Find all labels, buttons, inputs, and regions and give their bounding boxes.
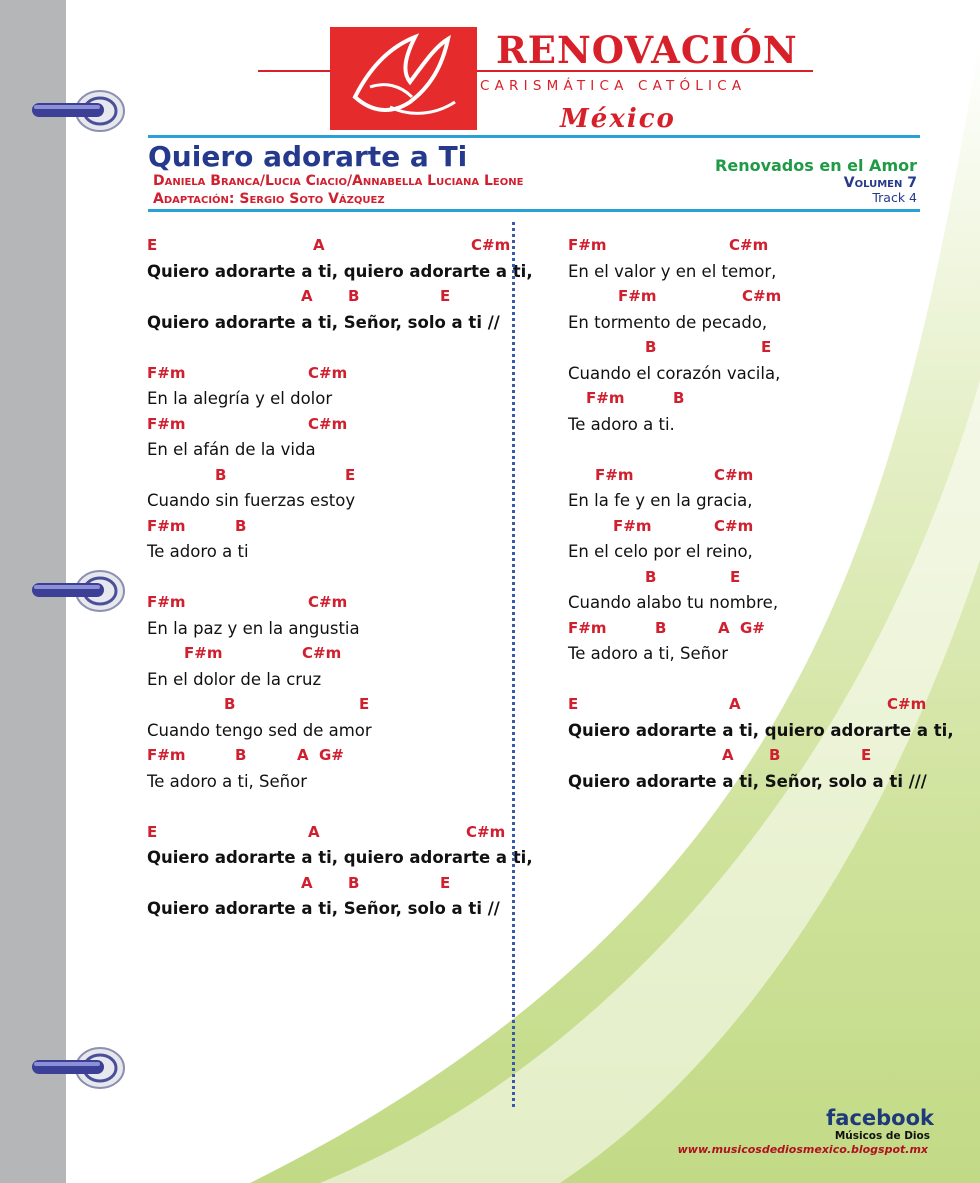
chord: F#m (613, 516, 652, 535)
lyric-text: Cuando sin fuerzas estoy (147, 491, 356, 510)
blank-line (147, 565, 533, 591)
lyric-line (147, 896, 533, 922)
chord: C#m (308, 363, 348, 382)
lyric-text: Te adoro a ti. (568, 414, 675, 434)
lyric-line (147, 718, 533, 744)
lyric-text: En la alegría y el dolor (147, 389, 333, 408)
chord: C#m (714, 516, 754, 535)
chord-line (147, 641, 533, 667)
album-name: Renovados en el Amor (715, 156, 917, 175)
lyric-text: Cuando alabo tu nombre, (568, 593, 779, 612)
lyric-line (147, 386, 533, 412)
lyric-line (147, 539, 533, 565)
chord: C#m (742, 287, 782, 305)
chord: C#m (729, 236, 769, 254)
column-divider (512, 222, 515, 1107)
lyric-line (568, 259, 954, 285)
lyric-text: En la paz y en la angustia (147, 618, 360, 638)
lyric-line (568, 488, 954, 514)
chord: E (359, 695, 370, 713)
chord-line (147, 412, 533, 438)
chord: C#m (308, 414, 348, 433)
chord: G# (319, 746, 344, 764)
lyric-text: En el dolor de la cruz (147, 669, 322, 689)
lyric-line (147, 310, 533, 336)
facebook-page-name: Músicos de Dios (834, 1130, 930, 1142)
binder-ring-middle (24, 569, 128, 613)
chord-line (147, 820, 533, 846)
lyric-text: Quiero adorarte a ti, quiero adorarte a ti, (568, 720, 954, 740)
lyric-line (568, 641, 954, 667)
chord: A (313, 236, 325, 254)
song-authors: Daniela Branca/Lucia Ciacio/Annabella Luciana Leone (153, 173, 524, 189)
chord-line (147, 871, 533, 897)
lyric-text: Quiero adorarte a ti, Señor, solo a ti // (147, 312, 500, 332)
lyric-line (147, 488, 533, 514)
facebook-logo: facebook (826, 1106, 934, 1130)
chord: B (215, 465, 227, 484)
lyric-text: Quiero adorarte a ti, Señor, solo a ti // (147, 899, 500, 918)
chord: A (722, 746, 734, 764)
lyric-line (568, 590, 954, 616)
chord: F#m (147, 746, 186, 764)
lyric-line (147, 259, 533, 285)
blank-line (568, 667, 954, 693)
chord: B (348, 287, 360, 305)
lyric-line (147, 667, 533, 693)
chord: F#m (147, 414, 186, 433)
chord: C#m (308, 593, 348, 611)
chord: E (345, 465, 356, 484)
chord: A (297, 746, 309, 764)
lyric-line (568, 412, 954, 438)
lyric-text: Cuando el corazón vacila, (568, 363, 781, 383)
lyric-text: En el afán de la vida (147, 440, 316, 459)
chord: B (645, 567, 657, 586)
album-volume: Volumen 7 (843, 175, 917, 191)
renovacion-logo (330, 27, 477, 130)
chord-line (568, 514, 954, 540)
chord: E (861, 746, 872, 764)
chord: C#m (466, 822, 506, 841)
chord: F#m (568, 236, 607, 254)
chord: F#m (586, 389, 625, 407)
track-number: Track 4 (872, 190, 917, 205)
chord: F#m (184, 644, 223, 662)
lyric-text: Te adoro a ti, Señor (147, 771, 307, 791)
lyric-line (147, 845, 533, 871)
chord: B (235, 746, 247, 764)
chord-line (568, 284, 954, 310)
dove-icon (330, 27, 477, 130)
lyric-text: Te adoro a ti, Señor (568, 644, 728, 663)
chord: C#m (714, 465, 754, 484)
lyric-line (147, 769, 533, 795)
binder-ring-top (24, 89, 128, 133)
lyric-line (147, 616, 533, 642)
blank-line (147, 335, 533, 361)
chord: G# (740, 618, 765, 637)
lyric-text: Cuando tengo sed de amor (147, 720, 372, 740)
chord-line (147, 514, 533, 540)
chord-line (147, 743, 533, 769)
blank-line (568, 437, 954, 463)
chord: F#m (147, 363, 186, 382)
chord-line (568, 616, 954, 642)
lyric-text: En la fe y en la gracia, (568, 491, 753, 510)
chord: C#m (302, 644, 342, 662)
lyric-line (147, 437, 533, 463)
lyric-text: Quiero adorarte a ti, quiero adorarte a ti, (147, 261, 533, 281)
chord-line (147, 284, 533, 310)
song-adaptation: Adaptación: Sergio Soto Vázquez (153, 191, 385, 207)
chord: B (655, 618, 667, 637)
chord-line (568, 565, 954, 591)
header-rule-bottom (148, 209, 920, 212)
chord: C#m (471, 236, 511, 254)
chord: A (301, 287, 313, 305)
chord-line (147, 463, 533, 489)
chord: E (147, 236, 158, 254)
binder-ring-bottom (24, 1046, 128, 1090)
chord: F#m (618, 287, 657, 305)
chord: B (224, 695, 236, 713)
chord-line (568, 743, 954, 769)
lyric-text: En el valor y en el temor, (568, 261, 777, 281)
chord: B (348, 873, 360, 892)
chord: E (440, 287, 451, 305)
chord-line (568, 386, 954, 412)
chord: F#m (147, 516, 186, 535)
chord: E (147, 822, 158, 841)
lyric-line (568, 769, 954, 795)
chord-line (147, 590, 533, 616)
brand-subtitle: CARISMÁTICA CATÓLICA (480, 78, 747, 94)
chord-line (568, 692, 954, 718)
chord: F#m (595, 465, 634, 484)
chord: A (308, 822, 320, 841)
lyric-text: Te adoro a ti (147, 542, 249, 561)
song-title: Quiero adorarte a Ti (148, 140, 468, 173)
chord: C#m (887, 695, 927, 713)
lyric-line (568, 310, 954, 336)
chord: A (301, 873, 313, 892)
chord: B (645, 338, 657, 356)
chord: A (729, 695, 741, 713)
chord-line (147, 692, 533, 718)
blank-line (147, 794, 533, 820)
lyric-text: En el celo por el reino, (568, 542, 753, 561)
chord-line (568, 233, 954, 259)
lyric-text: En tormento de pecado, (568, 312, 768, 332)
chord: E (568, 695, 579, 713)
lyric-line (568, 361, 954, 387)
chord-line (147, 233, 533, 259)
chord: E (440, 873, 451, 892)
lyric-text: Quiero adorarte a ti, quiero adorarte a ti, (147, 848, 533, 867)
chord: B (673, 389, 685, 407)
chord: E (730, 567, 741, 586)
lyric-line (568, 539, 954, 565)
lyrics-column-right (568, 233, 954, 794)
lyrics-column-left (147, 233, 533, 922)
lyric-line (568, 718, 954, 744)
chord: A (718, 618, 730, 637)
website-url[interactable]: www.musicosdediosmexico.blogspot.mx (677, 1143, 928, 1156)
header-rule-top (148, 135, 920, 138)
lyric-text: Quiero adorarte a ti, Señor, solo a ti /// (568, 771, 927, 791)
chord: E (761, 338, 772, 356)
chord: F#m (147, 593, 186, 611)
chord: B (769, 746, 781, 764)
chord-line (568, 335, 954, 361)
chord-line (147, 361, 533, 387)
chord-line (568, 463, 954, 489)
brand-country: México (560, 104, 676, 134)
chord: B (235, 516, 247, 535)
brand-name: RENOVACIÓN (496, 28, 798, 72)
chord: F#m (568, 618, 607, 637)
